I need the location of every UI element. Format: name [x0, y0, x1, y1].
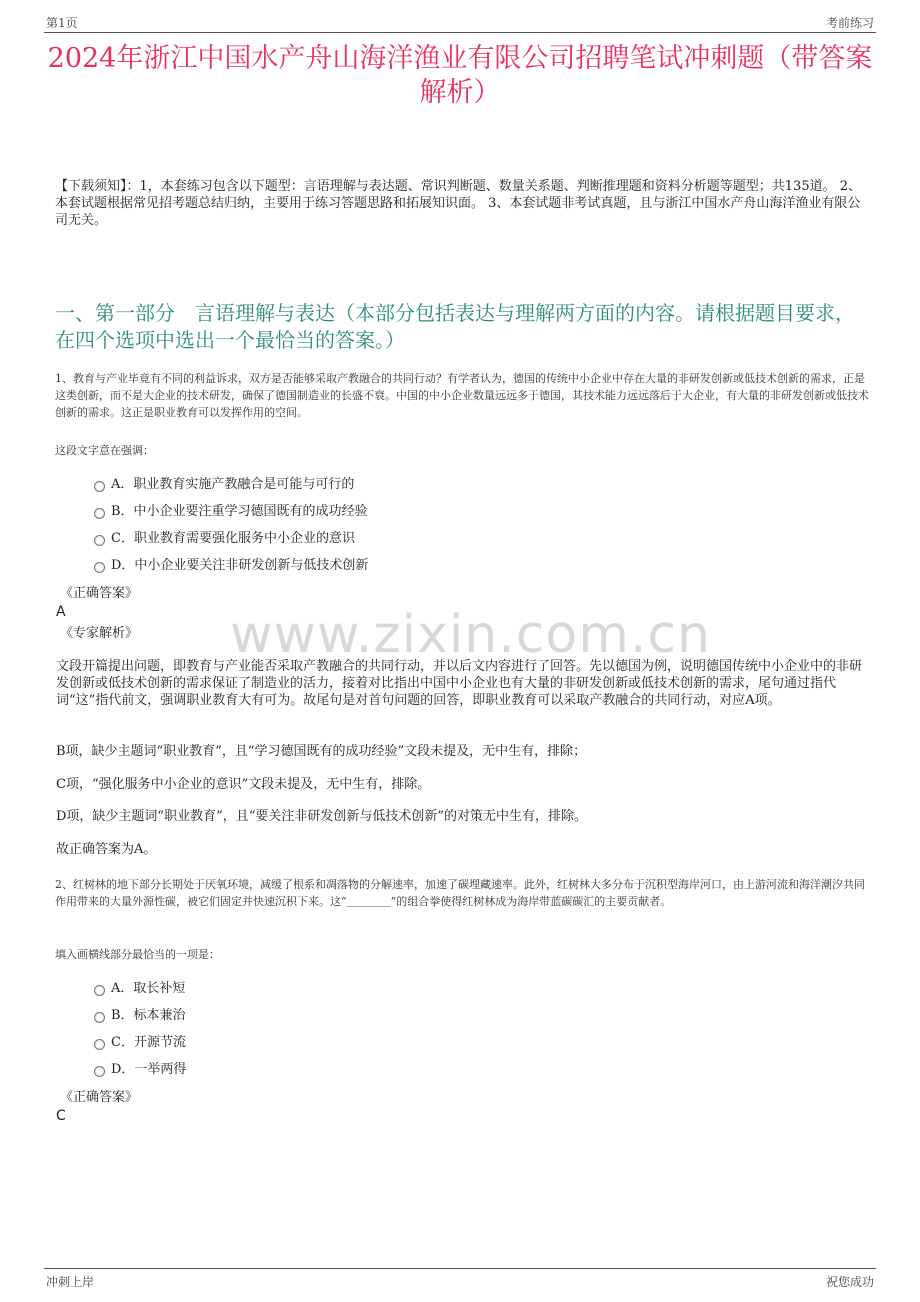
radio-icon[interactable]: [94, 1039, 105, 1050]
q1-analysis-paragraph: 文段开篇提出问题，即教育与产业能否采取产教融合的共同行动，并以后文内容进行了回答。先以德国为例，说明德国传统中小企业中的非研发创新或低技术创新的需求保证了制造业的活力，接着对比指出中国中小企业也有大量的非研发创新或低技术创新的需求，尾句通过指代词“这”指代前文，强调职业教育大有可为。故尾句是对首句问题的回答，即职业教育可以采取产教融合的共同行动，对应A项。: [56, 659, 863, 708]
q1-option-d[interactable]: [94, 557, 368, 575]
page-header: [44, 12, 876, 33]
page-number: 第1页: [46, 16, 78, 30]
radio-icon[interactable]: [94, 481, 105, 492]
q1-option-c[interactable]: [94, 530, 355, 548]
question-1-stem: 1、教育与产业毕竟有不同的利益诉求，双方是否能够采取产教融合的共同行动？有学者认为，德国的传统中小企业中存在大量的非研发创新或低技术创新的需求，正是这类创新，而不是大企业的技术研发，确保了德国制造业的长盛不衰。中国的中小企业数量远远多于德国，其技术能力远远落后于大企业，有大量的非研发创新或低技术创新的需求。这正是职业教育可以发挥作用的空间。: [55, 372, 869, 419]
q2-option-a-label: A．取长补短: [111, 981, 186, 996]
q1-answer-label: 《正确答案》: [60, 586, 139, 601]
question-2-stem: 2、红树林的地下部分长期处于厌氧环境，减缓了根系和凋落物的分解速率，加速了碳埋藏速率。此外，红树林大多分布于沉积型海岸河口，由上游河流和海洋潮汐共同作用带来的大量外源性碳，被它们固定并快速沉积下来。这“＿＿＿＿”的组合拳使得红树林成为海岸带蓝碳碳汇的主要贡献者。: [55, 878, 865, 908]
q2-option-c[interactable]: [94, 1034, 186, 1052]
radio-icon[interactable]: [94, 535, 105, 546]
q1-option-c-label: C．职业教育需要强化服务中小企业的意识: [111, 531, 355, 546]
question-2-prompt: 填入画横线部分最恰当的一项是：: [55, 948, 220, 961]
footer-right: 祝您成功: [825, 1275, 874, 1289]
header-tag: 考前练习: [825, 16, 874, 30]
q2-option-b-label: B．标本兼治: [111, 1008, 186, 1023]
q2-answer: C: [56, 1108, 66, 1124]
section-title: 一、第一部分 言语理解与表达（本部分包括表达与理解两方面的内容。请根据题目要求，在四个选项中选出一个最恰当的答案。）: [55, 301, 855, 352]
q2-answer-label: 《正确答案》: [60, 1090, 139, 1105]
watermark: www.zixin.com.cn: [230, 605, 711, 665]
q2-option-b[interactable]: [94, 1007, 186, 1025]
radio-icon[interactable]: [94, 985, 105, 996]
q1-option-b-label: B．中小企业要注重学习德国既有的成功经验: [111, 504, 368, 519]
q2-option-d[interactable]: [94, 1061, 186, 1079]
q1-analysis-conclusion: 故正确答案为A。: [56, 842, 157, 857]
radio-icon[interactable]: [94, 1066, 105, 1077]
q2-option-a[interactable]: [94, 980, 185, 998]
q2-option-d-label: D．一举两得: [111, 1062, 187, 1077]
q1-option-b[interactable]: [94, 503, 368, 521]
q1-option-d-label: D．中小企业要关注非研发创新与低技术创新: [111, 558, 369, 573]
question-1-prompt: 这段文字意在强调：: [55, 444, 154, 457]
q1-analysis-d: D项，缺少主题词“职业教育”，且“要关注非研发创新与低技术创新”的对策无中生有，排除。: [56, 809, 588, 824]
page-footer: [44, 1268, 876, 1291]
download-notice: 【下载须知】：1，本套练习包含以下题型：言语理解与表达题、常识判断题、数量关系题、判断推理题和资料分析题等题型；共135道。 2、本套试题根据常见招考题总结归纳，主要用于练习答题思路和拓展知识面。 3、本套试题非考试真题，且与浙江中国水产舟山海洋渔业有限公司无关。: [55, 179, 861, 228]
q1-analysis-b: B项，缺少主题词“职业教育”，且“学习德国既有的成功经验”文段未提及，无中生有，排除；: [56, 744, 587, 759]
q1-analysis-c: C项，“强化服务中小企业的意识”文段未提及，无中生有，排除。: [56, 777, 431, 792]
q1-option-a-label: A．职业教育实施产教融合是可能与可行的: [111, 477, 355, 492]
radio-icon[interactable]: [94, 508, 105, 519]
radio-icon[interactable]: [94, 562, 105, 573]
q1-answer: A: [56, 604, 66, 620]
radio-icon[interactable]: [94, 1012, 105, 1023]
q1-analysis-label: 《专家解析》: [60, 626, 139, 641]
footer-left: 冲刺上岸: [46, 1275, 95, 1289]
q1-option-a[interactable]: [94, 476, 354, 494]
document-title: 2024年浙江中国水产舟山海洋渔业有限公司招聘笔试冲刺题（带答案解析）: [47, 43, 873, 108]
q2-option-c-label: C．开源节流: [111, 1035, 186, 1050]
